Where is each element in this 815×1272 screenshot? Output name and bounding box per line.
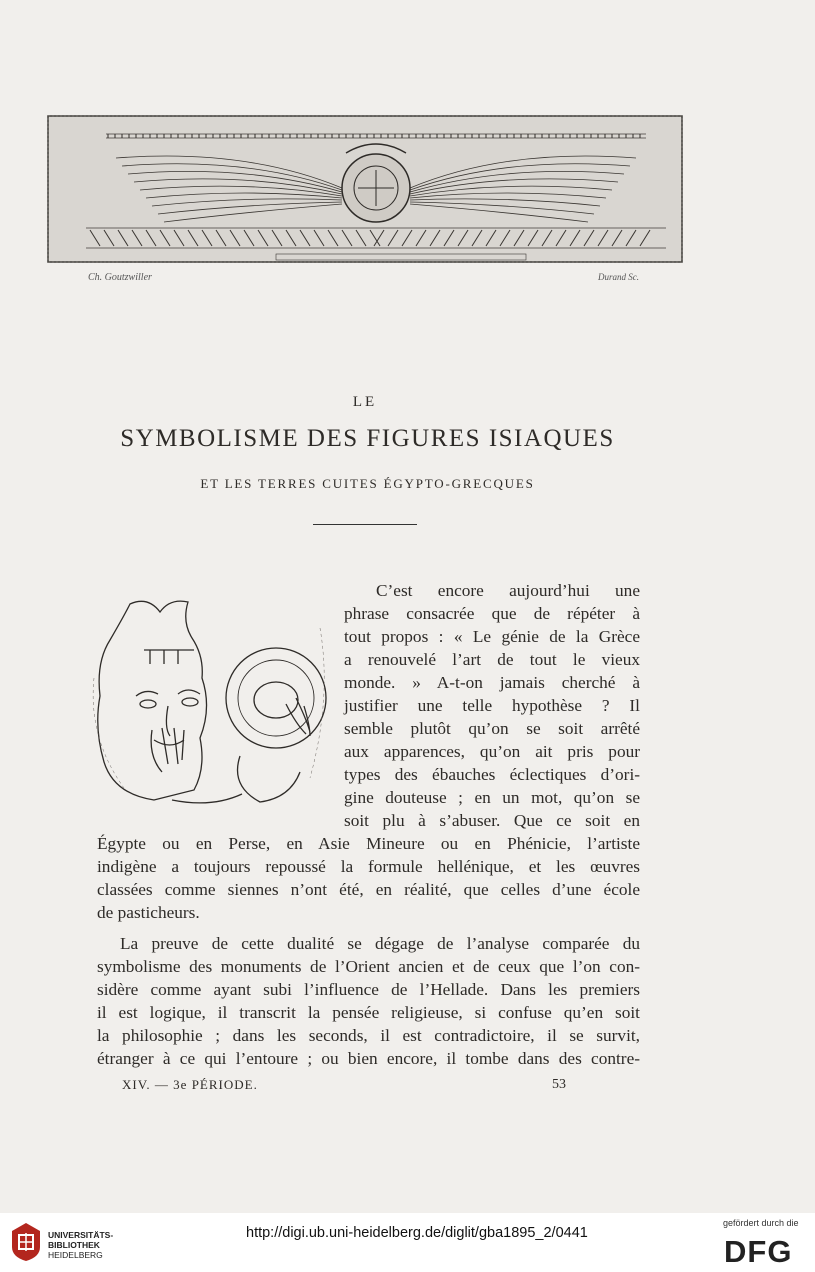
text-line: monde. » A-t-on jamais cherché à bbox=[344, 673, 640, 692]
text-line: tout propos : « Le génie de la Grèce bbox=[344, 627, 640, 646]
text-line: a renouvelé l’art de tout le vieux bbox=[344, 650, 640, 669]
text-line: indigène a toujours repoussé la formule hellénique, et les œuvres bbox=[97, 857, 640, 876]
title-article: LE bbox=[352, 394, 378, 410]
text-line: symbolisme des monuments de l’Orient ancien et de ceux que l’on con- bbox=[97, 957, 640, 976]
text-line: gine douteuse ; en un mot, qu’on se bbox=[344, 788, 640, 807]
text-line: étranger à ce qui l’entoure ; ou bien encore, il tombe dans des contre- bbox=[97, 1049, 640, 1068]
funding-caption: gefördert durch die bbox=[723, 1218, 799, 1228]
engraving-credit-left: Ch. Goutzwiller bbox=[88, 272, 152, 283]
title-divider bbox=[313, 524, 417, 525]
text-line: justifier une telle hypothèse ? Il bbox=[344, 696, 640, 715]
institution-name bbox=[48, 1230, 113, 1260]
text-line: soit plu à s’abuser. Que ce soit en bbox=[344, 811, 640, 830]
text-line: types des ébauches éclectiques d’ori- bbox=[344, 765, 640, 784]
article-title: SYMBOLISME DES FIGURES ISIAQUES bbox=[120, 425, 615, 452]
page-footer-volume: XIV. — 3e PÉRIODE. bbox=[122, 1077, 258, 1092]
text-line: de pasticheurs. bbox=[97, 903, 200, 922]
permalink-url[interactable]: http://digi.ub.uni-heidelberg.de/diglit/gba1895_2/0441 bbox=[246, 1225, 588, 1241]
isiac-figurine-illustration bbox=[90, 588, 330, 814]
text-line: phrase consacrée que de répéter à bbox=[344, 604, 640, 623]
text-line: Égypte ou en Perse, en Asie Mineure ou en Phénicie, l’artiste bbox=[97, 834, 640, 853]
dfg-logo: DFG bbox=[724, 1234, 793, 1269]
page-number: 53 bbox=[552, 1077, 566, 1092]
institution-line: HEIDELBERG bbox=[48, 1250, 103, 1260]
text-line: semble plutôt qu’on se soit arrêté bbox=[344, 719, 640, 738]
text-line: il est logique, il transcrit la pensée religieuse, si confuse qu’en soit bbox=[97, 1003, 640, 1022]
winged-sun-engraving bbox=[46, 108, 686, 270]
text-line: La preuve de cette dualité se dégage de l’analyse comparée du bbox=[120, 934, 640, 953]
text-line: sidère comme ayant subi l’influence de l’Hellade. Dans les premiers bbox=[97, 980, 640, 999]
text-line: la philosophie ; dans les seconds, il est contradictoire, il se survit, bbox=[97, 1026, 640, 1045]
article-subtitle: ET LES TERRES CUITES ÉGYPTO-GRECQUES bbox=[200, 476, 535, 491]
text-line: aux apparences, qu’on ait pris pour bbox=[344, 742, 640, 761]
text-line: classées comme siennes n’ont été, en réalité, que celles d’une école bbox=[97, 880, 640, 899]
digitization-footer-bar bbox=[0, 1213, 815, 1272]
text-line: C’est encore aujourd’hui une bbox=[376, 581, 640, 600]
engraving-credit-right: Durand Sc. bbox=[598, 272, 639, 282]
heidelberg-university-seal-icon bbox=[10, 1221, 42, 1263]
institution-line: UNIVERSITÄTS- bbox=[48, 1230, 114, 1240]
institution-line: BIBLIOTHEK bbox=[48, 1240, 100, 1250]
